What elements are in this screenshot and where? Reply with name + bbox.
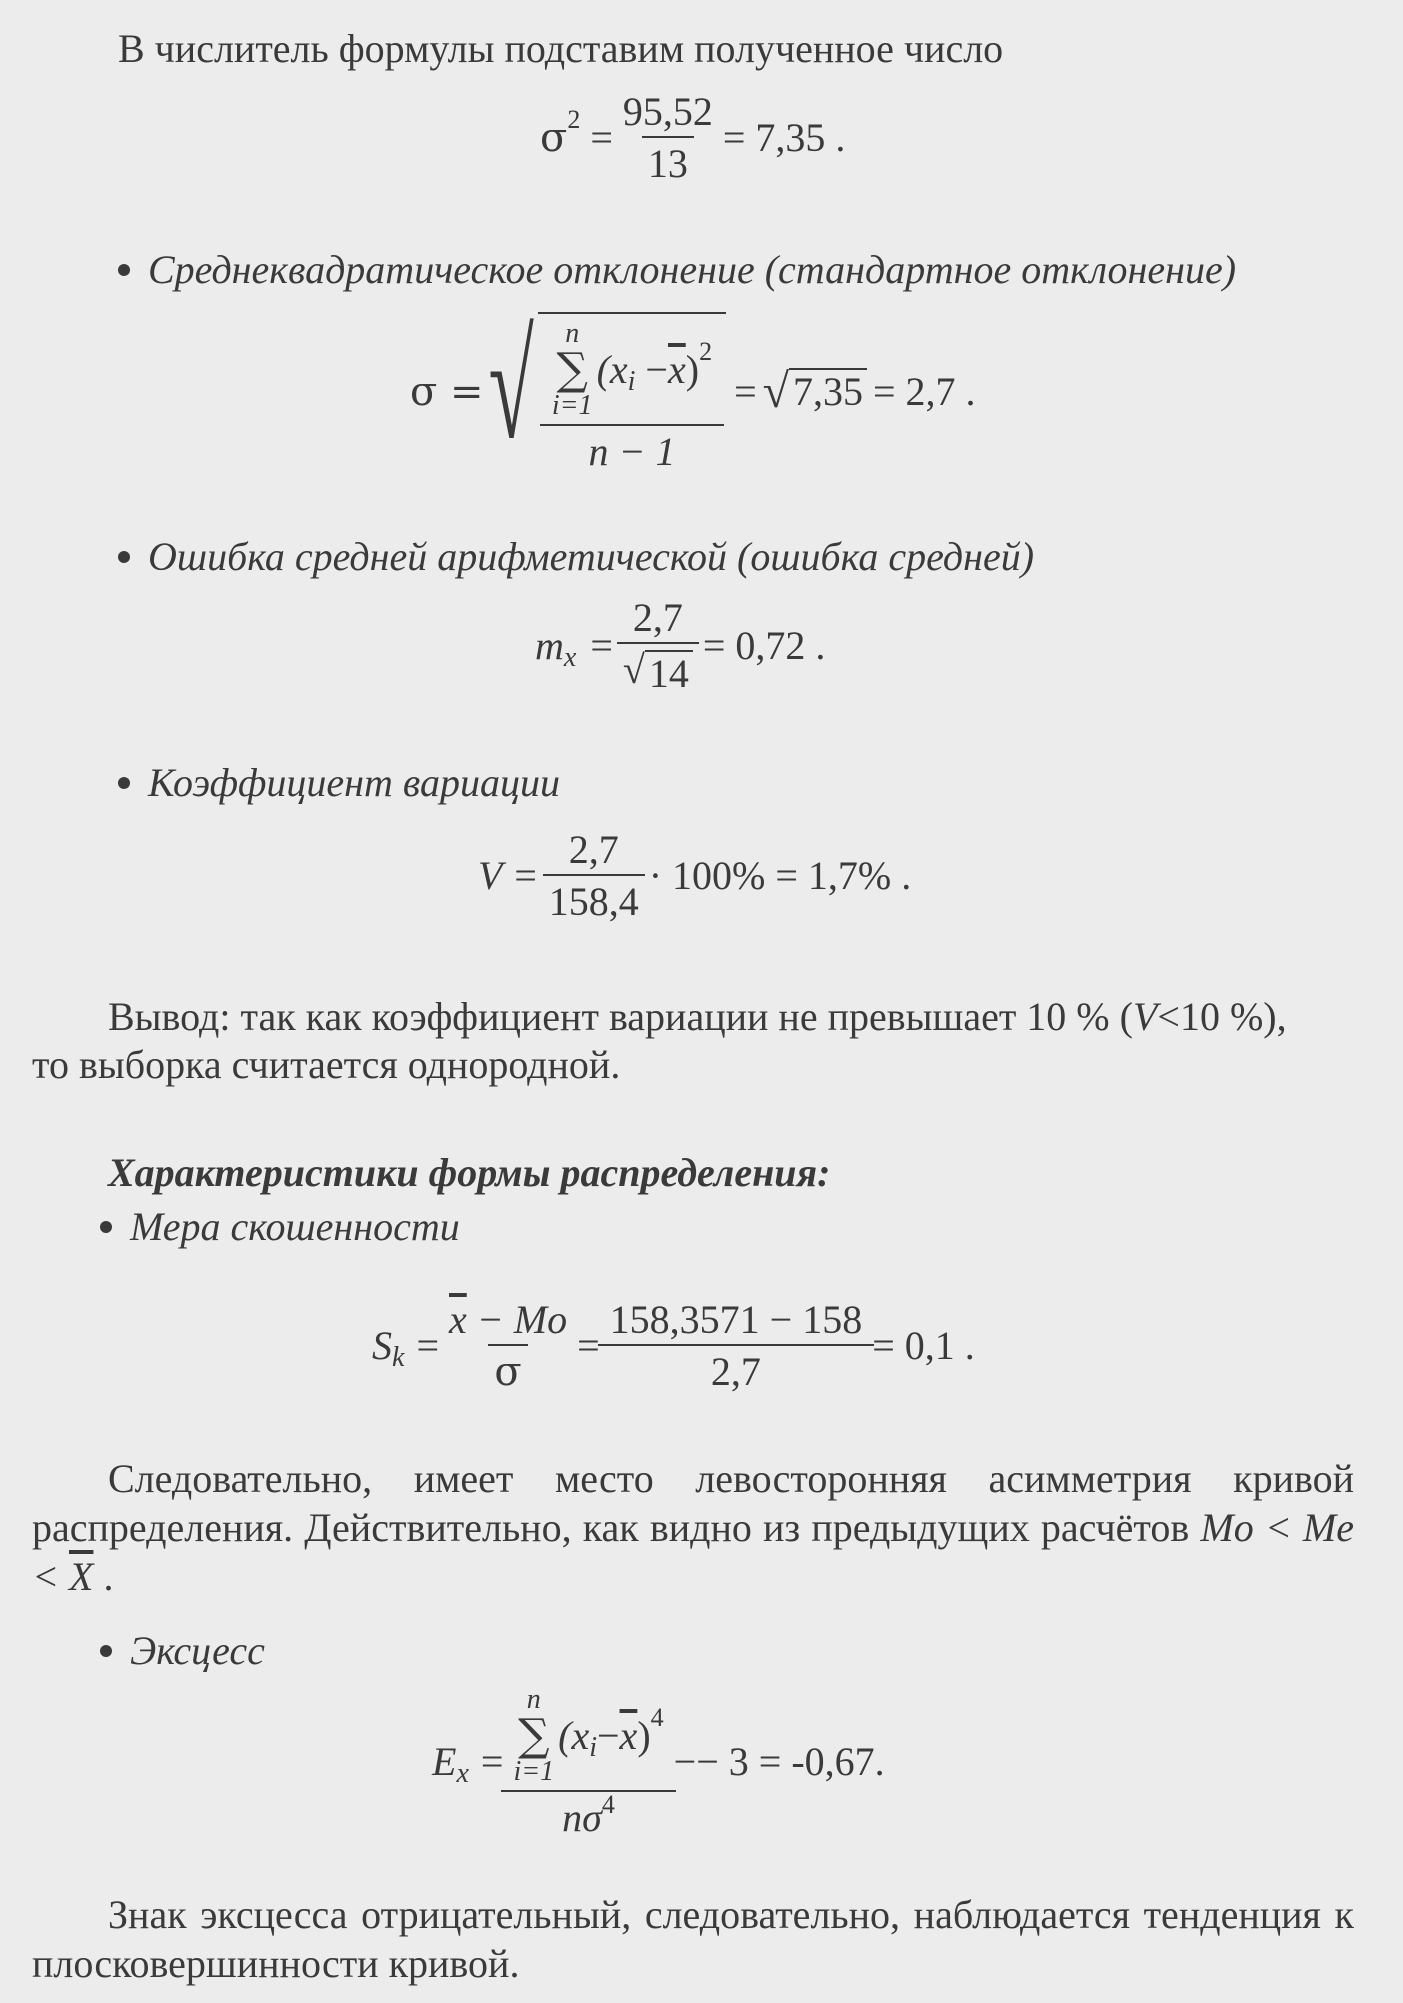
kurt-xbar: $\overline{x}$	[619, 1713, 638, 1758]
skew-eq: =	[416, 1323, 439, 1368]
err-fraction	[617, 595, 699, 696]
cv-heading: Коэффициент вариации	[118, 758, 560, 807]
kurt-heading: Эксцесс	[100, 1626, 265, 1675]
std-rad-value: 7,35	[789, 368, 867, 416]
std-num-exp: 2	[699, 337, 713, 366]
skew-lhs: S	[372, 1323, 392, 1368]
std-radical	[484, 304, 727, 474]
skew-eq2: =	[577, 1323, 600, 1368]
kurt-num-a: (x	[558, 1713, 590, 1758]
intro-text: В числитель формулы подставим полученное число	[118, 26, 1004, 71]
sum-icon: ∑	[556, 344, 588, 395]
sqrt-icon: √	[488, 304, 534, 470]
err-lhs-sub: x	[563, 642, 577, 673]
conclusion-line-1: Вывод: так как коэффициент вариации не превышает 10 % (V<10 %),	[108, 994, 1287, 1039]
std-num-close: )	[685, 347, 700, 392]
kurt-num-b: −	[596, 1713, 620, 1758]
std-result: = 2,7 .	[872, 369, 976, 414]
kurt-num-close: )	[637, 1713, 651, 1758]
variance-numerator: 95,52	[622, 89, 713, 134]
kurt-num-sub: i	[589, 1732, 597, 1763]
kurt-eq: =	[480, 1739, 504, 1784]
std-heading: Среднеквадратическое отклонение (стандартное отклонение)	[118, 245, 1236, 294]
cv-numerator: 2,7	[568, 827, 619, 872]
bullet-icon	[100, 1221, 112, 1233]
variance-lhs: σ	[540, 115, 568, 161]
skew-lhs-sub: k	[392, 1342, 405, 1373]
err-formula	[535, 595, 826, 696]
skew-paragraph: Следовательно, имеет место левосторонняя асимметрия кривой распределения. Действительно, как видно из предыдущих расчётов $Mo < Me < \overline{X}$ .	[32, 1456, 1355, 1599]
sqrt-icon: √	[622, 647, 645, 692]
skew-den2: 2,7	[598, 1344, 875, 1392]
std-num-sub: i	[627, 366, 636, 397]
skew-result: = 0,1 .	[872, 1323, 975, 1368]
std-num-a: (x	[596, 347, 628, 392]
variance-formula: σ 2 = $\frac{95,52}{13}$ = 7,35 .	[540, 89, 846, 186]
cv-denominator: 158,4	[543, 874, 645, 922]
kurt-lhs: E	[432, 1739, 457, 1784]
bullet-icon	[100, 1645, 112, 1657]
skew-den1: σ	[488, 1344, 527, 1392]
std-denominator: n − 1	[540, 424, 724, 472]
kurt-formula	[432, 1686, 885, 1838]
shape-heading: Характеристики формы распределения:	[108, 1150, 831, 1195]
variance-result: = 7,35 .	[722, 115, 846, 160]
err-lhs: m	[535, 623, 564, 668]
bullet-icon	[118, 777, 130, 789]
final-paragraph: Знак эксцесса отрицательный, следовательно, наблюдается тенденция к плосковершинности кривой.	[32, 1892, 1354, 1986]
err-heading: Ошибка средней арифметической (ошибка средней)	[118, 532, 1034, 581]
kurt-sum-top: n	[526, 1684, 541, 1715]
kurt-fraction	[507, 1686, 669, 1838]
kurt-lhs-sub: x	[456, 1758, 469, 1789]
conclusion-v: V	[1132, 994, 1158, 1039]
kurt-result: −− 3 = -0,67.	[673, 1739, 885, 1784]
err-den-value: 14	[645, 650, 693, 694]
std-num-b: −	[645, 347, 668, 392]
variance-denominator: 13	[642, 136, 694, 184]
cv-result: · 100% = 1,7% .	[648, 853, 912, 898]
sqrt-icon: √	[762, 365, 789, 418]
skew-xbar: $\overline{x}$	[449, 1297, 467, 1342]
kurt-num-exp: 4	[650, 1703, 664, 1732]
kurt-den: nσ	[562, 1795, 602, 1840]
variance-exp: 2	[567, 105, 581, 134]
std-xbar: $\overline{x}$	[667, 347, 686, 392]
kurt-den-exp: 4	[601, 1790, 615, 1819]
skew-formula	[372, 1297, 975, 1395]
conclusion-line-2: то выборка считается однородной.	[32, 1042, 621, 1087]
bullet-icon	[118, 551, 130, 563]
skew-relation-xbar: $\overline{X}$	[69, 1554, 94, 1599]
err-eq: =	[590, 623, 613, 668]
variance-fraction	[617, 89, 719, 186]
cv-formula	[478, 827, 912, 924]
kurt-sum-bottom: i=1	[513, 1756, 555, 1787]
cv-lhs: V =	[478, 853, 539, 898]
sum-icon: ∑	[518, 1710, 550, 1761]
std-fraction	[546, 320, 718, 472]
err-numerator: 2,7	[632, 595, 683, 640]
std-lhs: σ =	[410, 369, 484, 415]
std-formula	[410, 304, 976, 474]
cv-fraction	[543, 827, 645, 924]
std-eq: =	[734, 369, 757, 414]
skew-num1-rest: − Mo	[466, 1297, 568, 1342]
err-result: = 0,72 .	[702, 623, 826, 668]
std-sum-bottom: i=1	[551, 390, 593, 421]
skew-fraction-2	[604, 1297, 869, 1394]
skew-num2: 158,3571 − 158	[609, 1297, 863, 1342]
std-sum-top: n	[565, 318, 580, 349]
skew-heading: Мера скошенности	[100, 1202, 460, 1251]
skew-fraction-1	[443, 1297, 573, 1395]
skew-relation: Mo < Me <	[32, 1505, 1355, 1599]
bullet-icon	[118, 264, 130, 276]
